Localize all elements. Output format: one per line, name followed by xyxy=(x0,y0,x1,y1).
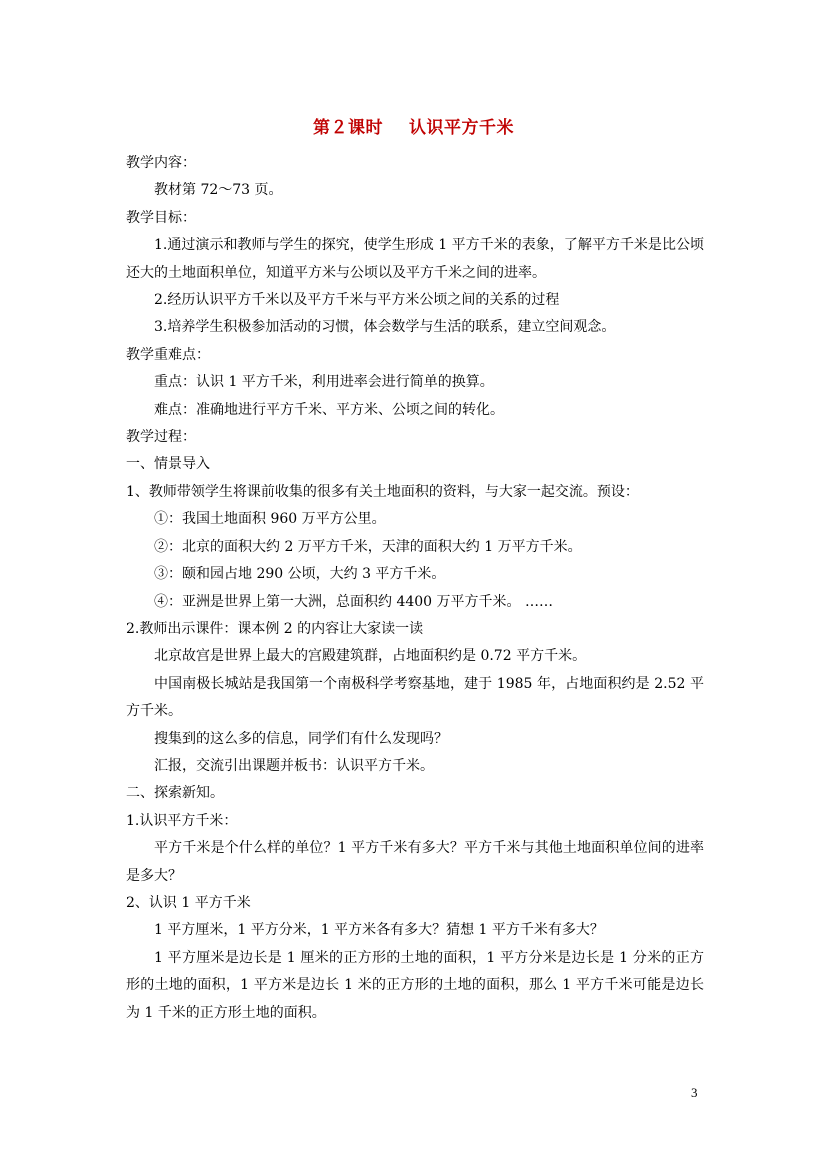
section-heading: 1.认识平方千米： xyxy=(126,812,238,829)
list-item: ①：我国土地面积 960 万平方公里。 xyxy=(154,511,386,528)
paragraph: 1 平方厘米是边长是 1 厘米的正方形的土地的面积，1 平方分米是边长是 1 分米的正方形的土地的面积，1 平方米是边长 1 米的正方形的土地的面积，那么 1 平方千米可能是边长为 1 千米的正方形土地的面积。 xyxy=(126,949,704,1021)
section-heading: 教学目标： xyxy=(126,209,196,226)
title-topic: 认识平方千米 xyxy=(409,118,514,138)
paragraph: 平方千米是个什么样的单位？1 平方千米有多大？平方千米与其他土地面积单位间的进率是多大？ xyxy=(126,840,704,884)
paragraph: 1 平方厘米，1 平方分米，1 平方米各有多大？猜想 1 平方千米有多大？ xyxy=(154,922,604,939)
paragraph: 1.通过演示和教师与学生的探究，使学生形成 1 平方千米的表象，了解平方千米是比公顷还大的土地面积单位，知道平方米与公顷以及平方千米之间的进率。 xyxy=(126,237,704,281)
paragraph: 教材第 72～73 页。 xyxy=(154,182,283,199)
paragraph: 重点：认识 1 平方千米，利用进率会进行简单的换算。 xyxy=(154,374,494,391)
page-number: 3 xyxy=(691,1085,698,1100)
title-lesson-number: 第２课时 xyxy=(313,118,383,138)
section-heading: 2、认识 1 平方千米 xyxy=(126,894,251,911)
section-heading: 二、探索新知。 xyxy=(126,785,224,802)
paragraph: 汇报，交流引出课题并板书：认识平方千米。 xyxy=(154,757,434,774)
section-heading: 教学过程： xyxy=(126,429,196,446)
paragraph: 难点：准确地进行平方千米、平方米、公顷之间的转化。 xyxy=(154,401,504,418)
page-title xyxy=(0,113,827,138)
paragraph: 2.经历认识平方千米以及平方千米与平方米公顷之间的关系的过程 xyxy=(154,292,560,309)
paragraph: 2.教师出示课件：课本例 2 的内容让大家读一读 xyxy=(126,620,424,637)
section-heading: 一、情景导入 xyxy=(126,456,210,473)
section-heading: 教学内容： xyxy=(126,155,196,171)
paragraph: 1、教师带领学生将课前收集的很多有关土地面积的资料，与大家一起交流。预设： xyxy=(126,483,639,500)
paragraph: 3.培养学生积极参加活动的习惯，体会数学与生活的联系，建立空间观念。 xyxy=(154,319,616,336)
document-body xyxy=(126,150,704,1027)
list-item: ④：亚洲是世界上第一大洲，总面积约 4400 万平方千米。 …… xyxy=(154,593,553,610)
paragraph: 搜集到的这么多的信息，同学们有什么发现吗？ xyxy=(154,730,448,747)
list-item: ②：北京的面积大约 2 万平方千米，天津的面积大约 1 万平方千米。 xyxy=(154,538,582,555)
section-heading: 教学重难点： xyxy=(126,346,210,363)
paragraph: 中国南极长城站是我国第一个南极科学考察基地，建于 1985 年，占地面积约是 2.52 平方千米。 xyxy=(126,675,704,720)
list-item: ③：颐和园占地 290 公顷，大约 3 平方千米。 xyxy=(154,566,446,583)
paragraph: 北京故宫是世界上最大的宫殿建筑群，占地面积约是 0.72 平方千米。 xyxy=(154,648,587,665)
